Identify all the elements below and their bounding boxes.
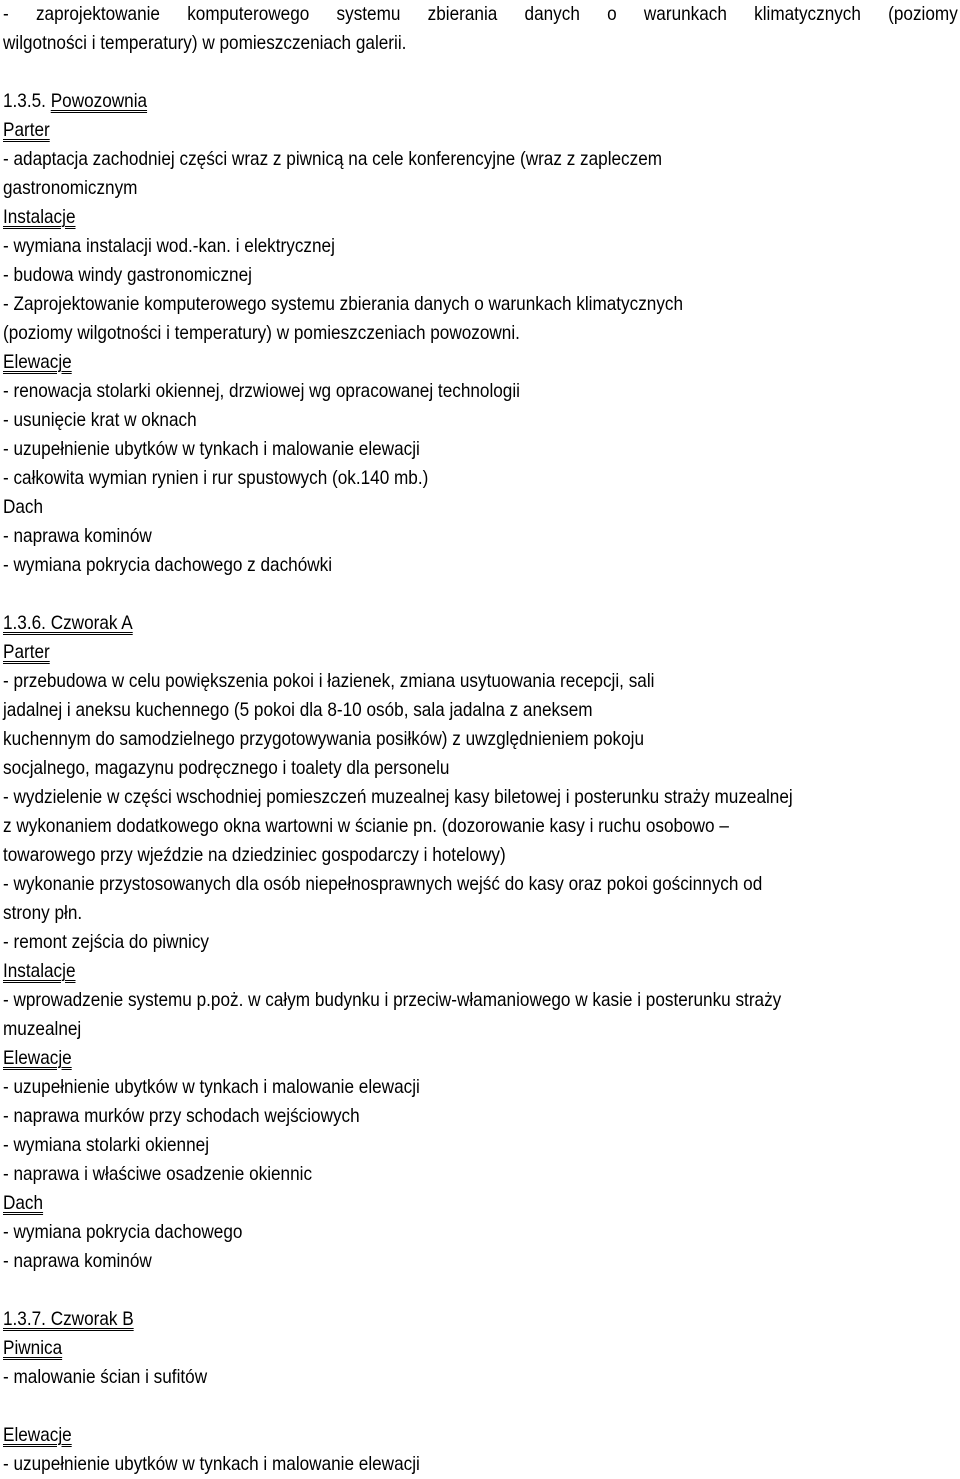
- subsection-heading-parter: Parter: [3, 641, 50, 663]
- section-title: Powozownia: [50, 90, 148, 112]
- list-item: - remont zejścia do piwnicy: [3, 931, 210, 953]
- subsection-heading-elewacje: Elewacje: [3, 1424, 72, 1446]
- list-item: strony płn.: [3, 902, 83, 924]
- list-item: - uzupełnienie ubytków w tynkach i malowanie elewacji: [3, 438, 420, 460]
- list-item: (poziomy wilgotności i temperatury) w pomieszczeniach powozowni.: [3, 322, 520, 344]
- list-item: - naprawa i właściwe osadzenie okiennic: [3, 1163, 313, 1185]
- list-item: - naprawa kominów: [3, 1250, 152, 1272]
- document-page: [3, 0, 958, 1479]
- spacer: [3, 58, 958, 87]
- list-item: muzealnej: [3, 1018, 82, 1040]
- subsection-heading-instalacje: Instalacje: [3, 960, 76, 982]
- list-item: - usunięcie krat w oknach: [3, 409, 197, 431]
- subsection-heading-instalacje: Instalacje: [3, 206, 76, 228]
- subsection-heading-elewacje: Elewacje: [3, 1047, 72, 1069]
- list-item: - naprawa kominów: [3, 525, 152, 547]
- spacer: [3, 1276, 958, 1305]
- subsection-heading-dach: Dach: [3, 1192, 44, 1214]
- spacer: [3, 1392, 958, 1421]
- section-heading-1-3-5: [3, 87, 958, 116]
- list-item: - wymiana instalacji wod.-kan. i elektrycznej: [3, 235, 335, 257]
- section-heading-1-3-6: 1.3.6. Czworak A: [3, 612, 133, 634]
- subsection-heading-elewacje: Elewacje: [3, 351, 72, 373]
- list-item: - wprowadzenie systemu p.poż. w całym budynku i przeciw-włamaniowego w kasie i posterunku straży: [3, 989, 782, 1011]
- list-item: z wykonaniem dodatkowego okna wartowni w ścianie pn. (dozorowanie kasy i ruchu osobowo –: [3, 815, 729, 837]
- list-item: gastronomicznym: [3, 177, 138, 199]
- list-item: - wymiana pokrycia dachowego: [3, 1221, 243, 1243]
- list-item: jadalnej i aneksu kuchennego (5 pokoi dla 8-10 osób, sala jadalna z aneksem: [3, 699, 593, 721]
- list-item: towarowego przy wjeździe na dziedziniec gospodarczy i hotelowy): [3, 844, 506, 866]
- list-item: socjalnego, magazynu podręcznego i toalety dla personelu: [3, 757, 450, 779]
- subsection-heading-parter: Parter: [3, 119, 50, 141]
- section-number: 1.3.5.: [3, 90, 51, 112]
- list-item: - naprawa murków przy schodach wejściowych: [3, 1105, 360, 1127]
- section-heading-1-3-7: 1.3.7. Czworak B: [3, 1308, 134, 1330]
- list-item: - budowa windy gastronomicznej: [3, 264, 252, 286]
- list-item: - malowanie ścian i sufitów: [3, 1366, 208, 1388]
- subsection-heading-dach: Dach: [3, 496, 44, 518]
- list-item: - wymiana pokrycia dachowego z dachówki: [3, 554, 333, 576]
- list-item: - wydzielenie w części wschodniej pomieszczeń muzealnej kasy biletowej i posterunku straży muzealnej: [3, 786, 793, 808]
- list-item: - wymiana stolarki okiennej: [3, 1134, 210, 1156]
- intro-line: - zaprojektowanie komputerowego systemu zbierania danych o warunkach klimatycznych (poziomy: [3, 3, 958, 25]
- list-item: - uzupełnienie ubytków w tynkach i malowanie elewacji: [3, 1076, 420, 1098]
- intro-line: wilgotności i temperatury) w pomieszczeniach galerii.: [3, 32, 407, 54]
- subsection-heading-piwnica: Piwnica: [3, 1337, 63, 1359]
- list-item: - przebudowa w celu powiększenia pokoi i łazienek, zmiana usytuowania recepcji, sali: [3, 670, 655, 692]
- list-item: - renowacja stolarki okiennej, drzwiowej wg opracowanej technologii: [3, 380, 520, 402]
- list-item: - adaptacja zachodniej części wraz z piwnicą na cele konferencyjne (wraz z zapleczem: [3, 148, 663, 170]
- list-item: - wykonanie przystosowanych dla osób niepełnosprawnych wejść do kasy oraz pokoi gościnnych od: [3, 873, 763, 895]
- list-item: - uzupełnienie ubytków w tynkach i malowanie elewacji: [3, 1453, 420, 1475]
- list-item: - Zaprojektowanie komputerowego systemu zbierania danych o warunkach klimatycznych: [3, 293, 684, 315]
- spacer: [3, 580, 958, 609]
- list-item: kuchennym do samodzielnego przygotowywania posiłków) z uwzględnieniem pokoju: [3, 728, 644, 750]
- list-item: - całkowita wymian rynien i rur spustowych (ok.140 mb.): [3, 467, 429, 489]
